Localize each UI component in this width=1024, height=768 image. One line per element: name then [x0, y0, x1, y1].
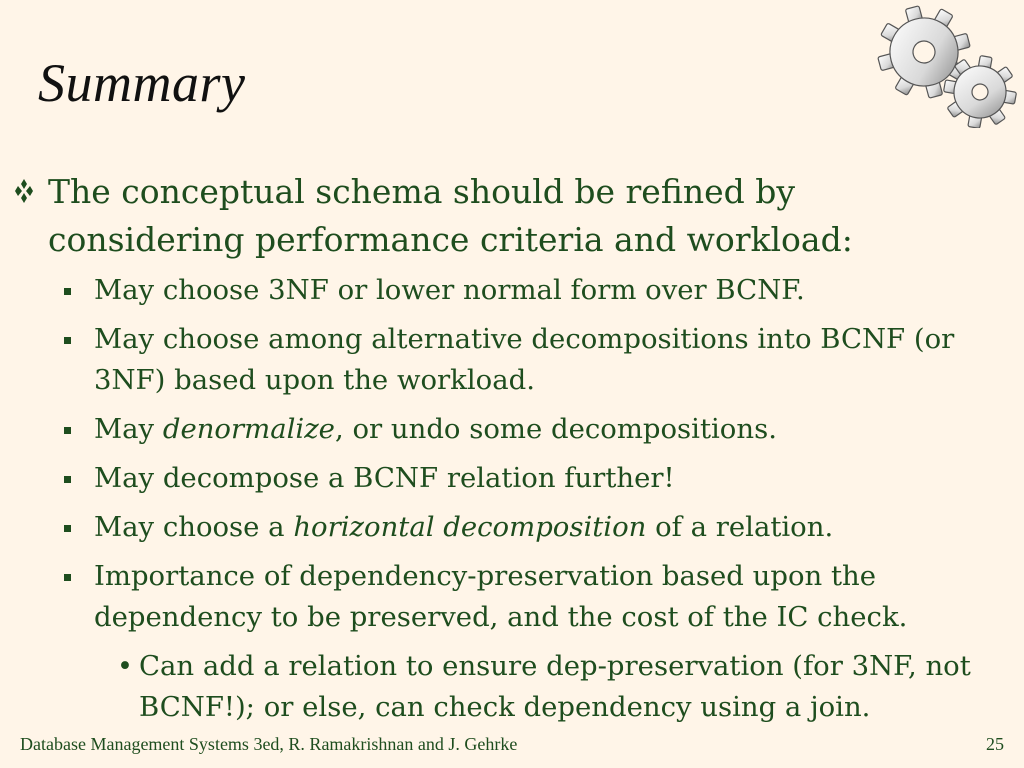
- sub-bullet-text: May choose among alternative decompositions into BCNF (or 3NF) based upon the workload.: [94, 323, 955, 396]
- sub-bullet-text-pre: May: [94, 413, 163, 445]
- footer-citation: Database Management Systems 3ed, R. Ramakrishnan and J. Gehrke: [20, 734, 518, 754]
- sub-bullet-list: [0, 270, 1024, 638]
- emphasized-term: horizontal decomposition: [293, 511, 647, 543]
- square-bullet-icon: [64, 427, 71, 434]
- square-bullet-icon: [64, 476, 71, 483]
- sub-bullet-text: May choose 3NF or lower normal form over BCNF.: [94, 274, 805, 306]
- square-bullet-icon: [64, 288, 71, 295]
- square-bullet-icon: [64, 337, 71, 344]
- page-number: 25: [986, 734, 1004, 754]
- slide-title: Summary: [38, 53, 246, 113]
- square-bullet-icon: [64, 525, 71, 532]
- sub-bullet-text: May decompose a BCNF relation further!: [94, 462, 675, 494]
- sub-sub-bullet-item: [117, 646, 989, 728]
- diamond-4-bullet-icon: [12, 170, 36, 210]
- sub-bullet-item: [94, 319, 984, 401]
- sub-bullet-text-post: of a relation.: [646, 511, 834, 543]
- sub-bullet-item: [94, 409, 984, 450]
- gears-icon: [862, 4, 1022, 128]
- square-bullet-icon: [64, 574, 71, 581]
- sub-bullet-item: [94, 270, 984, 311]
- slide-body: [0, 168, 1024, 728]
- sub-bullet-item: [94, 458, 984, 499]
- sub-bullet-text: Importance of dependency-preservation based upon the dependency to be preserved, and the cost of the IC check.: [94, 560, 908, 633]
- emphasized-term: denormalize: [162, 413, 335, 445]
- sub-sub-bullet-text: Can add a relation to ensure dep-preservation (for 3NF, not BCNF!); or else, can check dependency using a join.: [139, 650, 971, 723]
- main-bullet-item: [48, 168, 978, 264]
- dot-bullet-icon: •: [117, 651, 133, 682]
- sub-bullet-item: [94, 507, 984, 548]
- sub-bullet-item: [94, 556, 984, 638]
- sub-bullet-text-post: , or undo some decompositions.: [334, 413, 777, 445]
- main-bullet-text: The conceptual schema should be refined by considering performance criteria and workload:: [48, 172, 853, 259]
- sub-bullet-text-pre: May choose a: [94, 511, 294, 543]
